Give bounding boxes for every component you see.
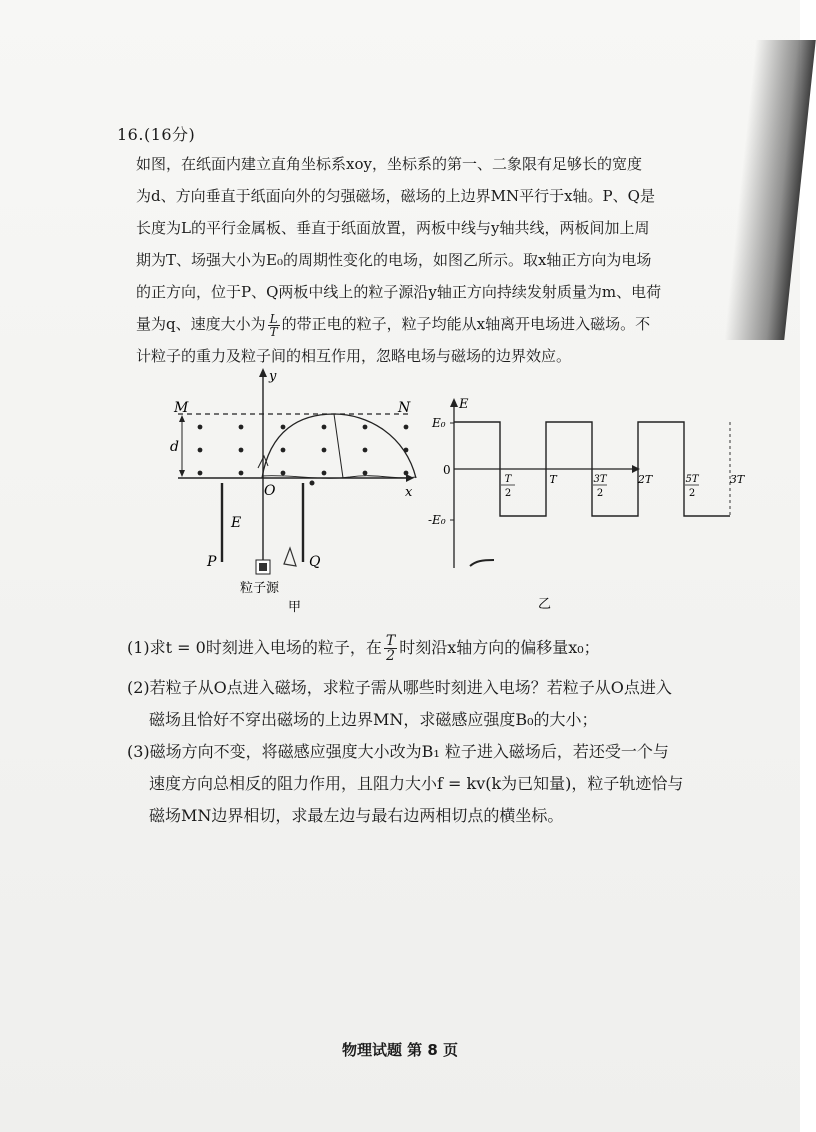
label-e-axis: E: [459, 397, 469, 412]
stem-line: [136, 308, 706, 340]
subquestion-3: [127, 736, 747, 832]
label-neg-e0: -E₀: [428, 513, 446, 527]
q1-fraction: [384, 634, 397, 663]
field-dot: [363, 448, 368, 453]
field-dot: [363, 471, 368, 476]
sketch-line: [334, 414, 343, 478]
page-footer: 物理试题 第 8 页: [341, 1041, 459, 1059]
q1-fraction-numerator: T: [385, 633, 396, 649]
pencil-stroke: [470, 560, 494, 566]
particle-source-label: 粒子源: [240, 581, 280, 596]
label-x: x: [405, 485, 413, 500]
field-dot: [281, 471, 286, 476]
label-n: N: [398, 400, 411, 416]
field-dot: [322, 448, 327, 453]
subquestion-2: [127, 672, 747, 736]
stem-line: 的正方向，位于P、Q两板中线上的粒子源沿y轴正方向持续发射质量为m、电荷: [136, 283, 662, 301]
q2-line1: (2)若粒子从O点进入磁场，求粒子需从哪些时刻进入电场？若粒子从O点进入: [127, 678, 672, 697]
label-q: Q: [309, 554, 321, 570]
tick-label-numerator: 5T: [685, 474, 699, 485]
tick-label-denominator: 2: [596, 488, 604, 499]
figure-yi: [420, 392, 745, 620]
magnetic-field-dots: [198, 425, 409, 476]
e-axis-arrow: [450, 398, 458, 407]
label-e0: E₀: [432, 416, 446, 430]
label-o: O: [264, 483, 276, 499]
field-dot: [322, 471, 327, 476]
y-axis-arrow: [259, 368, 267, 377]
question-stem: [136, 148, 706, 372]
label-d: d: [170, 439, 179, 455]
field-dot: [198, 471, 203, 476]
figure-yi-caption: 乙: [538, 597, 552, 612]
stem-line6-pre: 量为q、速度大小为: [136, 315, 266, 333]
label-m: M: [174, 400, 189, 416]
tick-label-numerator: T: [504, 474, 512, 485]
figure-jia-caption: 甲: [288, 600, 302, 615]
tick-label: 3T: [729, 473, 745, 486]
q1-pre: (1)求t = 0时刻进入电场的粒子，在: [127, 638, 382, 657]
subquestion-1: [127, 632, 747, 664]
question-score: (16分): [143, 125, 196, 144]
stem-line: 如图，在纸面内建立直角坐标系xoy，坐标系的第一、二象限有足够长的宽度: [136, 155, 642, 173]
q2-line2: 磁场且恰好不穿出磁场的上边界MN，求磁感应强度B₀的大小；: [149, 710, 598, 729]
field-dot: [322, 425, 327, 430]
tick-label: T: [549, 473, 557, 486]
plate-q-pivot: [310, 481, 315, 486]
tick-label-denominator: 2: [688, 488, 696, 499]
q3-line1: (3)磁场方向不变，将磁感应强度大小改为B₁ 粒子进入磁场后，若还受一个与: [127, 742, 669, 761]
q3-line2: 速度方向总相反的阻力作用，且阻力大小f = kv(k为已知量)，粒子轨迹恰与: [149, 774, 684, 793]
q1-line: [127, 632, 747, 664]
q1-post: 时刻沿x轴方向的偏移量x₀；: [399, 638, 600, 657]
tick-label-numerator: 3T: [593, 474, 607, 485]
field-dot: [198, 425, 203, 430]
figure-jia: [160, 362, 440, 622]
particle-source-fill: [259, 563, 267, 571]
field-dot: [239, 448, 244, 453]
d-arrow-top: [179, 415, 185, 422]
pencil-mark: [284, 548, 296, 566]
field-dot: [281, 448, 286, 453]
stem-line: 长度为L的平行金属板、垂直于纸面放置，两板中线与y轴共线，两板间加上周: [136, 219, 650, 237]
field-dot: [404, 425, 409, 430]
d-arrow-bottom: [179, 470, 185, 477]
stem-line: 为d、方向垂直于纸面向外的匀强磁场，磁场的上边界MN平行于x轴。P、Q是: [136, 187, 655, 205]
speed-fraction: [268, 313, 280, 338]
t-axis-arrow: [632, 465, 640, 473]
question-number: 16.: [117, 125, 144, 144]
field-dot: [281, 425, 286, 430]
field-dot: [239, 471, 244, 476]
field-dot: [404, 471, 409, 476]
label-y: y: [269, 369, 277, 384]
fraction-denominator: T: [269, 324, 278, 339]
stem-line: 计粒子的重力及粒子间的相互作用，忽略电场与磁场的边界效应。: [136, 347, 572, 365]
label-zero: 0: [443, 463, 451, 477]
label-p: P: [207, 554, 217, 570]
label-e: E: [231, 515, 242, 531]
q3-line3: 磁场MN边界相切，求最左边与最右边两相切点的横坐标。: [149, 806, 564, 825]
fraction-numerator: L: [268, 313, 280, 326]
field-dot: [239, 425, 244, 430]
tick-label: 2T: [637, 473, 653, 486]
field-dot: [198, 448, 203, 453]
stem-line6-post: 的带正电的粒子，粒子均能从x轴离开电场进入磁场。不: [281, 315, 651, 333]
field-dot: [363, 425, 368, 430]
tick-label-denominator: 2: [504, 488, 512, 499]
question-header: [117, 122, 195, 145]
q1-fraction-denominator: 2: [386, 648, 395, 664]
stem-line: 期为T、场强大小为E₀的周期性变化的电场，如图乙所示。取x轴正方向为电场: [136, 251, 652, 269]
